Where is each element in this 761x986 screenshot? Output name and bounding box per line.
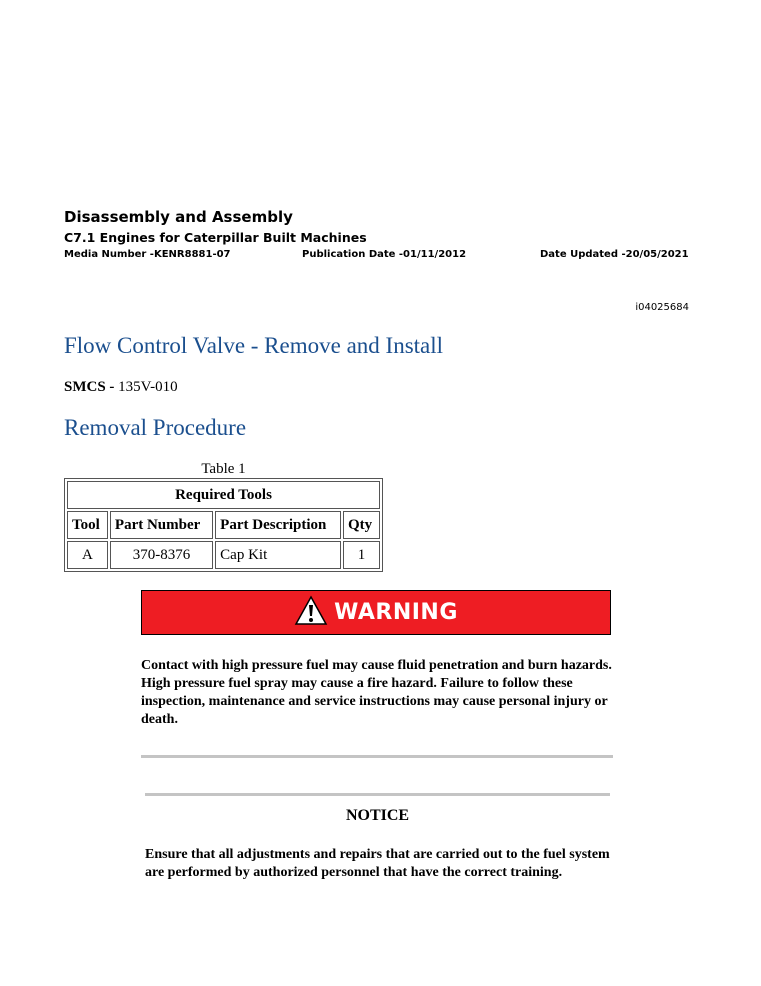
table-header-row bbox=[67, 511, 380, 539]
column-header-qty: Qty bbox=[343, 511, 380, 539]
warning-banner bbox=[141, 590, 611, 635]
required-tools-table bbox=[64, 478, 383, 572]
document-id: i04025684 bbox=[635, 302, 689, 313]
media-number: Media Number -KENR8881-07 bbox=[64, 249, 231, 260]
cell-tool: A bbox=[67, 541, 108, 569]
cell-part-description: Cap Kit bbox=[215, 541, 341, 569]
table-row bbox=[67, 541, 380, 569]
column-header-tool: Tool bbox=[67, 511, 108, 539]
divider bbox=[141, 755, 613, 758]
column-header-part-description: Part Description bbox=[215, 511, 341, 539]
table-title: Required Tools bbox=[67, 481, 380, 509]
cell-qty: 1 bbox=[343, 541, 380, 569]
warning-label: WARNING bbox=[334, 600, 458, 625]
page-title: Flow Control Valve - Remove and Install bbox=[64, 333, 444, 358]
table-title-row bbox=[67, 481, 380, 509]
publication-date: Publication Date -01/11/2012 bbox=[302, 249, 467, 260]
smcs-label: SMCS - bbox=[64, 379, 115, 395]
table-caption: Table 1 bbox=[201, 461, 246, 477]
warning-text: Contact with high pressure fuel may cause fluid penetration and burn hazards. High pressure fuel spray may cause a fire hazard. Failure to follow these inspection, maintenance and service instructions may cause personal injury or death. bbox=[141, 658, 612, 727]
warning-triangle-icon bbox=[294, 595, 328, 631]
cell-part-number: 370-8376 bbox=[110, 541, 213, 569]
column-header-part-number: Part Number bbox=[110, 511, 213, 539]
document-title: Disassembly and Assembly bbox=[64, 208, 293, 226]
smcs-value: 135V-010 bbox=[118, 379, 178, 395]
date-updated: Date Updated -20/05/2021 bbox=[540, 249, 689, 260]
section-title: Removal Procedure bbox=[64, 415, 247, 440]
notice-text: Ensure that all adjustments and repairs that are carried out to the fuel system are performed by authorized personnel that have the correct training. bbox=[145, 847, 610, 880]
notice-title: NOTICE bbox=[345, 807, 410, 824]
divider bbox=[145, 793, 610, 796]
smcs-code bbox=[64, 379, 178, 396]
document-subtitle: C7.1 Engines for Caterpillar Built Machines bbox=[64, 230, 367, 245]
